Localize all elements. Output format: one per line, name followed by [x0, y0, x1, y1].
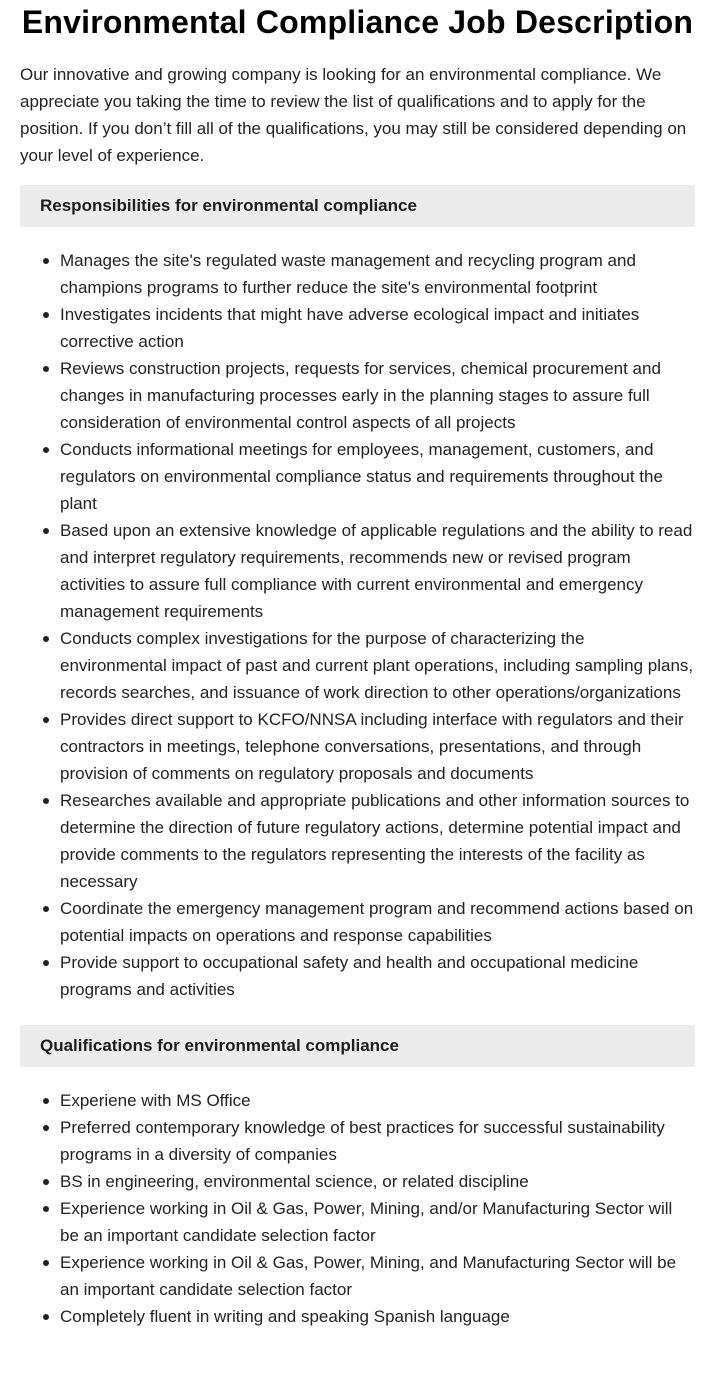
- qualification-item: Completely fluent in writing and speaking Spanish language: [60, 1303, 695, 1330]
- responsibility-item: Researches available and appropriate publications and other information sources to determine the direction of future regulatory actions, determine potential impact and provide comments to the regulators representing the interests of the facility as necessary: [60, 787, 695, 895]
- qualifications-list: [20, 1087, 695, 1330]
- responsibility-item: Investigates incidents that might have adverse ecological impact and initiates corrective action: [60, 301, 695, 355]
- responsibility-item: Conducts informational meetings for employees, management, customers, and regulators on environmental compliance status and requirements throughout the plant: [60, 436, 695, 517]
- qualification-item: BS in engineering, environmental science, or related discipline: [60, 1168, 695, 1195]
- responsibility-item: Provide support to occupational safety and health and occupational medicine programs and activities: [60, 949, 695, 1003]
- responsibilities-list: [20, 247, 695, 1003]
- responsibility-item: Based upon an extensive knowledge of applicable regulations and the ability to read and interpret regulatory requirements, recommends new or revised program activities to assure full compliance with current environmental and emergency management requirements: [60, 517, 695, 625]
- responsibilities-heading: Responsibilities for environmental compliance: [20, 185, 695, 227]
- qualification-item: Experiene with MS Office: [60, 1087, 695, 1114]
- page-title: Environmental Compliance Job Description: [21, 4, 694, 40]
- qualification-item: Experience working in Oil & Gas, Power, Mining, and Manufacturing Sector will be an important candidate selection factor: [60, 1249, 695, 1303]
- qualification-item: Preferred contemporary knowledge of best practices for successful sustainability programs in a diversity of companies: [60, 1114, 695, 1168]
- qualifications-heading: Qualifications for environmental compliance: [20, 1025, 695, 1067]
- responsibility-item: Manages the site's regulated waste management and recycling program and champions programs to further reduce the site's environmental footprint: [60, 247, 695, 301]
- responsibility-item: Reviews construction projects, requests for services, chemical procurement and changes in manufacturing processes early in the planning stages to assure full consideration of environmental control aspects of all projects: [60, 355, 695, 436]
- qualification-item: Experience working in Oil & Gas, Power, Mining, and/or Manufacturing Sector will be an important candidate selection factor: [60, 1195, 695, 1249]
- responsibility-item: Conducts complex investigations for the purpose of characterizing the environmental impact of past and current plant operations, including sampling plans, records searches, and issuance of work direction to other operations/organizations: [60, 625, 695, 706]
- responsibility-item: Provides direct support to KCFO/NNSA including interface with regulators and their contractors in meetings, telephone conversations, presentations, and through provision of comments on regulatory proposals and documents: [60, 706, 695, 787]
- intro-paragraph: Our innovative and growing company is looking for an environmental compliance. We appreciate you taking the time to review the list of qualifications and to apply for the position. If you don’t fill all of the qualifications, you may still be considered depending on your level of experience.: [20, 65, 687, 165]
- responsibility-item: Coordinate the emergency management program and recommend actions based on potential impacts on operations and response capabilities: [60, 895, 695, 949]
